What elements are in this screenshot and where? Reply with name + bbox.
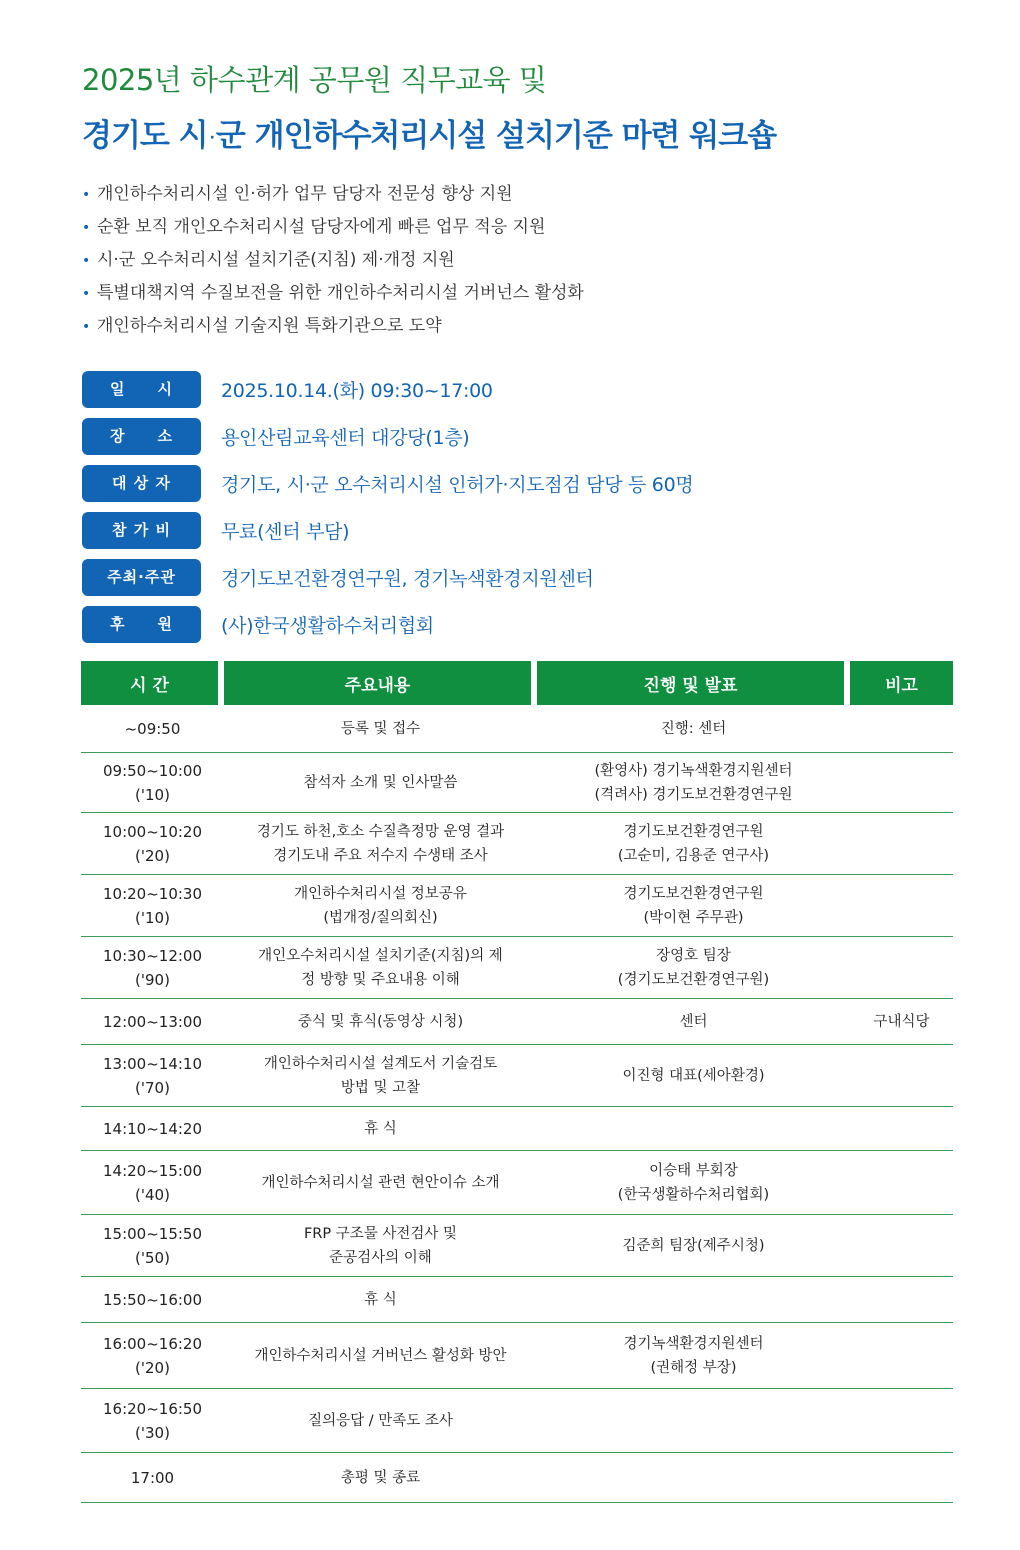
note-cell <box>850 753 953 813</box>
info-value: 경기도보건환경연구원, 경기녹색환경지원센터 <box>221 568 594 590</box>
table-row <box>81 1151 953 1215</box>
presenter-cell-line: 경기도보건환경연구원 <box>623 885 764 902</box>
time-cell <box>81 753 224 813</box>
table-row <box>81 937 953 999</box>
note-cell <box>850 813 953 875</box>
table-row <box>81 1107 953 1151</box>
title-part-1: 경기도 시 <box>82 118 208 154</box>
list-item-text: 시·군 오수처리시설 설치기준(지침) 제·개정 지원 <box>97 250 455 270</box>
content-cell-line: 중식 및 휴식(동영상 시청) <box>297 1013 464 1030</box>
time-cell-line: 10:00~10:20 <box>102 822 203 841</box>
list-item-text: 특별대책지역 수질보전을 위한 개인하수처리시설 거버넌스 활성화 <box>97 283 584 303</box>
content-cell-line: 경기도 하천,호소 수질측정망 운영 결과 <box>256 823 505 840</box>
presenter-cell-line: (환영사) 경기녹색환경지원센터 <box>594 762 793 779</box>
info-label: 참 가 비 <box>82 512 201 549</box>
note-cell <box>850 937 953 999</box>
content-cell <box>224 937 537 999</box>
presenter-cell <box>537 937 850 999</box>
note-cell <box>850 1389 953 1453</box>
time-cell-line: 17:00 <box>130 1468 175 1487</box>
time-cell-line: ('90) <box>135 970 170 989</box>
time-cell-line: 13:00~14:10 <box>102 1054 203 1073</box>
presenter-cell <box>537 1323 850 1389</box>
content-cell <box>224 1215 537 1277</box>
page-subtitle: 2025년 하수관계 공무원 직무교육 및 <box>82 63 547 97</box>
presenter-cell-line: (경기도보건환경연구원) <box>617 971 770 988</box>
bullet-icon: • <box>82 319 91 335</box>
column-header-time: 시 간 <box>81 661 224 705</box>
time-cell-line: ('10) <box>135 785 170 804</box>
time-cell-line: ('30) <box>135 1423 170 1442</box>
content-cell <box>224 1151 537 1215</box>
time-cell <box>81 1323 224 1389</box>
bullet-icon: • <box>82 220 91 236</box>
content-cell-line: 준공검사의 이해 <box>329 1249 432 1266</box>
presenter-cell-line: (한국생활하수처리협회) <box>617 1186 770 1203</box>
content-cell <box>224 1045 537 1107</box>
content-cell-line: (법개정/질의회신) <box>323 909 438 926</box>
table-row <box>81 705 953 753</box>
column-header-note: 비고 <box>850 661 953 705</box>
time-cell-line: 09:50~10:00 <box>102 761 203 780</box>
presenter-cell <box>537 1151 850 1215</box>
time-cell <box>81 1277 224 1323</box>
table-row <box>81 1389 953 1453</box>
content-cell-line: 등록 및 접수 <box>340 720 421 737</box>
info-row-date <box>82 366 693 413</box>
presenter-cell <box>537 1045 850 1107</box>
note-cell <box>850 1045 953 1107</box>
content-cell-line: 휴 식 <box>364 1291 397 1308</box>
presenter-cell <box>537 1215 850 1277</box>
info-label: 대 상 자 <box>82 465 201 502</box>
content-cell-line: 정 방향 및 주요내용 이해 <box>301 971 460 988</box>
content-cell-line: 경기도내 주요 저수지 수생태 조사 <box>273 847 488 864</box>
info-label: 일 시 <box>82 371 201 408</box>
table-row <box>81 1277 953 1323</box>
content-cell <box>224 875 537 937</box>
presenter-cell <box>537 1453 850 1503</box>
content-cell <box>224 813 537 875</box>
presenter-cell-line: 이진형 대표(세아환경) <box>622 1067 765 1084</box>
time-cell <box>81 1107 224 1151</box>
info-row-venue <box>82 413 693 460</box>
time-cell-line: ('20) <box>135 1358 170 1377</box>
content-cell <box>224 1453 537 1503</box>
time-cell-line: 10:30~12:00 <box>102 946 203 965</box>
list-item-text: 개인하수처리시설 기술지원 특화기관으로 도약 <box>97 316 442 336</box>
note-cell <box>850 1323 953 1389</box>
time-cell <box>81 875 224 937</box>
objectives-list <box>82 178 584 343</box>
time-cell-line: 15:50~16:00 <box>102 1290 203 1309</box>
content-cell-line: 개인오수처리시설 설치기준(지침)의 제 <box>258 947 503 964</box>
bullet-icon: • <box>82 187 91 203</box>
note-cell <box>850 1151 953 1215</box>
table-row <box>81 813 953 875</box>
presenter-cell <box>537 753 850 813</box>
content-cell-line: 질의응답 / 만족도 조사 <box>308 1412 453 1429</box>
content-cell-line: 방법 및 고찰 <box>340 1079 421 1096</box>
time-cell-line: 16:00~16:20 <box>102 1334 203 1353</box>
list-item <box>82 178 584 211</box>
time-cell-line: 14:20~15:00 <box>102 1161 203 1180</box>
content-cell <box>224 1277 537 1323</box>
title-part-2: 군 개인하수처리시설 설치기준 마련 워크숍 <box>215 118 777 154</box>
presenter-cell-line: 센터 <box>679 1013 708 1030</box>
list-item-text: 개인하수처리시설 인·허가 업무 담당자 전문성 향상 지원 <box>97 184 513 204</box>
note-cell <box>850 1453 953 1503</box>
time-cell-line: ('70) <box>135 1078 170 1097</box>
table-row <box>81 875 953 937</box>
presenter-cell <box>537 705 850 753</box>
content-cell-line: 참석자 소개 및 인사말씀 <box>303 774 458 791</box>
time-cell-line: 14:10~14:20 <box>102 1119 203 1138</box>
schedule-body <box>81 705 953 1503</box>
content-cell <box>224 1107 537 1151</box>
list-item <box>82 244 584 277</box>
note-cell <box>850 1107 953 1151</box>
presenter-cell-line: (고순미, 김용준 연구사) <box>617 847 770 864</box>
time-cell <box>81 1453 224 1503</box>
content-cell-line: 총평 및 종료 <box>340 1469 421 1486</box>
content-cell <box>224 705 537 753</box>
info-value: 무료(센터 부담) <box>221 521 350 543</box>
content-cell <box>224 1389 537 1453</box>
time-cell <box>81 937 224 999</box>
time-cell <box>81 705 224 753</box>
time-cell <box>81 1389 224 1453</box>
info-label: 주최·주관 <box>82 559 201 596</box>
note-cell: 구내식당 <box>850 999 953 1045</box>
bullet-icon: • <box>82 253 91 269</box>
table-row <box>81 1215 953 1277</box>
table-row <box>81 999 953 1045</box>
presenter-cell <box>537 875 850 937</box>
info-label: 후 원 <box>82 606 201 643</box>
presenter-cell-line: 김준희 팀장(제주시청) <box>622 1237 765 1254</box>
time-cell <box>81 813 224 875</box>
note-cell <box>850 875 953 937</box>
title-separator: · <box>209 129 214 146</box>
info-row-host <box>82 554 693 601</box>
info-value: 용인산림교육센터 대강당(1층) <box>221 427 470 449</box>
note-cell <box>850 705 953 753</box>
presenter-cell-line: (격려사) 경기도보건환경연구원 <box>594 786 793 803</box>
info-row-sponsor <box>82 601 693 648</box>
note-cell <box>850 1277 953 1323</box>
info-value: 2025.10.14.(화) 09:30~17:00 <box>221 380 493 402</box>
presenter-cell-line: 이승태 부회장 <box>649 1162 738 1179</box>
info-value: (사)한국생활하수처리협회 <box>221 615 434 637</box>
content-cell-line: 휴 식 <box>364 1120 397 1137</box>
presenter-cell <box>537 1107 850 1151</box>
presenter-cell-line: 장영호 팀장 <box>656 947 731 964</box>
time-cell <box>81 1151 224 1215</box>
time-cell-line: 10:20~10:30 <box>102 884 203 903</box>
note-cell <box>850 1215 953 1277</box>
time-cell-line: 12:00~13:00 <box>102 1012 203 1031</box>
column-header-content: 주요내용 <box>224 661 537 705</box>
table-row <box>81 753 953 813</box>
time-cell-line: ('20) <box>135 846 170 865</box>
event-info <box>82 366 693 648</box>
content-cell <box>224 753 537 813</box>
info-row-audience <box>82 460 693 507</box>
bullet-icon: • <box>82 286 91 302</box>
table-row <box>81 1045 953 1107</box>
list-item <box>82 277 584 310</box>
presenter-cell <box>537 999 850 1045</box>
presenter-cell <box>537 1389 850 1453</box>
content-cell-line: 개인하수처리시설 관련 현안이슈 소개 <box>261 1174 500 1191</box>
presenter-cell-line: (권해정 부장) <box>650 1359 737 1376</box>
info-row-fee <box>82 507 693 554</box>
time-cell-line: ('50) <box>135 1248 170 1267</box>
content-cell <box>224 999 537 1045</box>
table-row <box>81 1323 953 1389</box>
schedule-table <box>81 661 953 1503</box>
list-item-text: 순환 보직 개인오수처리시설 담당자에게 빠른 업무 적응 지원 <box>97 217 546 237</box>
time-cell <box>81 999 224 1045</box>
info-label: 장 소 <box>82 418 201 455</box>
presenter-cell-line: 경기도보건환경연구원 <box>623 823 764 840</box>
time-cell <box>81 1215 224 1277</box>
presenter-cell <box>537 1277 850 1323</box>
presenter-cell <box>537 813 850 875</box>
content-cell-line: 개인하수처리시설 거버넌스 활성화 방안 <box>254 1347 507 1364</box>
info-value: 경기도, 시·군 오수처리시설 인허가·지도점검 담당 등 60명 <box>221 474 694 496</box>
time-cell-line: 15:00~15:50 <box>102 1224 203 1243</box>
content-cell <box>224 1323 537 1389</box>
content-cell-line: FRP 구조물 사전검사 및 <box>303 1225 458 1242</box>
time-cell-line: 16:20~16:50 <box>102 1399 203 1418</box>
schedule-header-row <box>81 661 953 705</box>
presenter-cell-line: (박이현 주무관) <box>643 909 744 926</box>
time-cell <box>81 1045 224 1107</box>
time-cell-line: ('40) <box>135 1185 170 1204</box>
content-cell-line: 개인하수처리시설 정보공유 <box>294 885 467 902</box>
list-item <box>82 310 584 343</box>
presenter-cell-line: 진행: 센터 <box>660 720 727 737</box>
time-cell-line: ~09:50 <box>124 719 181 738</box>
time-cell-line: ('10) <box>135 908 170 927</box>
column-header-presenter: 진행 및 발표 <box>537 661 850 705</box>
table-row <box>81 1453 953 1503</box>
page-title <box>82 110 776 155</box>
list-item <box>82 211 584 244</box>
presenter-cell-line: 경기녹색환경지원센터 <box>623 1335 764 1352</box>
content-cell-line: 개인하수처리시설 설계도서 기술검토 <box>263 1055 498 1072</box>
